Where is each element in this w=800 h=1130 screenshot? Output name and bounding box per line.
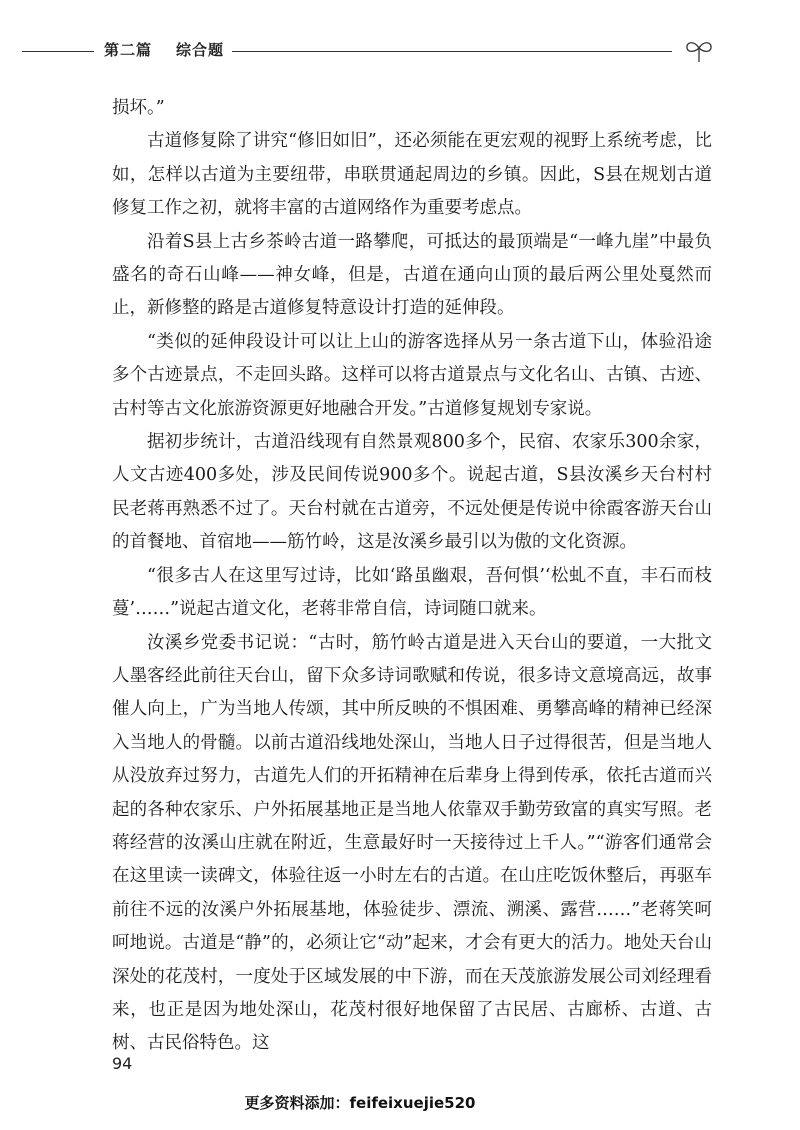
running-header — [0, 30, 800, 66]
paragraph-1: 损坏。” — [112, 98, 165, 118]
header-section: 第二篇 — [104, 41, 153, 59]
paragraph-2: 古道修复除了讲究“修旧如旧”，还必须能在更宏观的视野上系统考虑，比如，怎样以古道为主要纽带，串联贯通起周边的乡镇。因此，S县在规划古道修复工作之初，就将丰富的古道网络作为重要考虑点。 — [112, 131, 712, 219]
sprout-icon — [682, 34, 716, 64]
header-title: 综合题 — [176, 41, 225, 59]
header-text — [104, 39, 224, 60]
footer-note: 更多资料添加：feifeixuejie520 — [244, 1094, 476, 1112]
page-number: 94 — [112, 1054, 133, 1073]
header-rule-right — [232, 51, 672, 52]
body-text — [112, 92, 712, 1061]
paragraph-3: 沿着S县上古乡茶岭古道一路攀爬，可抵达的最顶端是“一峰九崖”中最负盛名的奇石山峰——神女峰，但是，古道在通向山顶的最后两公里处戛然而止，新修整的路是古道修复特意设计打造的延伸段。 — [112, 231, 712, 319]
paragraph-5: 据初步统计，古道沿线现有自然景观800多个，民宿、农家乐300余家，人文古迹400多处，涉及民间传说900多个。说起古道，S县汝溪乡天台村村民老蒋再熟悉不过了。天台村就在古道旁，不远处便是传说中徐霞客游天台山的首餐地、首宿地——筋竹岭，这是汝溪乡最引以为傲的文化资源。 — [112, 432, 712, 553]
paragraph-7: 汝溪乡党委书记说：“古时，筋竹岭古道是进入天台山的要道，一大批文人墨客经此前往天台山，留下众多诗词歌赋和传说，很多诗文意境高远，故事催人向上，广为当地人传颂，其中所反映的不惧困难、勇攀高峰的精神已经深入当地人的骨髓。以前古道沿线地处深山，当地人日子过得很苦，但是当地人从没放弃过努力，古道先人们的开拓精神在后辈身上得到传承，依托古道而兴起的各种农家乐、户外拓展基地正是当地人依靠双手勤劳致富的真实写照。老蒋经营的汝溪山庄就在附近，生意最好时一天接待过上千人。”“游客们通常会在这里读一读碑文，体验往返一小时左右的古道。在山庄吃饭休整后，再驱车前往不远的汝溪户外拓展基地，体验徒步、漂流、溯溪、露营……”老蒋笑呵呵地说。古道是“静”的，必须让它“动”起来，才会有更大的活力。地处天台山深处的花茂村，一度处于区域发展的中下游，而在天茂旅游发展公司刘经理看来，也正是因为地处深山，花茂村很好地保留了古民居、古廊桥、古道、古树、古民俗特色。这 — [112, 632, 712, 1054]
header-rule-left — [22, 51, 94, 52]
paragraph-6: “很多古人在这里写过诗，比如‘路虽幽艰，吾何惧’‘松虬不直，丰石而枝蔓’……”说起古道文化，老蒋非常自信，诗词随口就来。 — [112, 565, 712, 620]
paragraph-4: “类似的延伸段设计可以让上山的游客选择从另一条古道下山，体验沿途多个古迹景点，不走回头路。这样可以将古道景点与文化名山、古镇、古迹、古村等古文化旅游资源更好地融合开发。”古道修复规划专家说。 — [112, 331, 712, 419]
